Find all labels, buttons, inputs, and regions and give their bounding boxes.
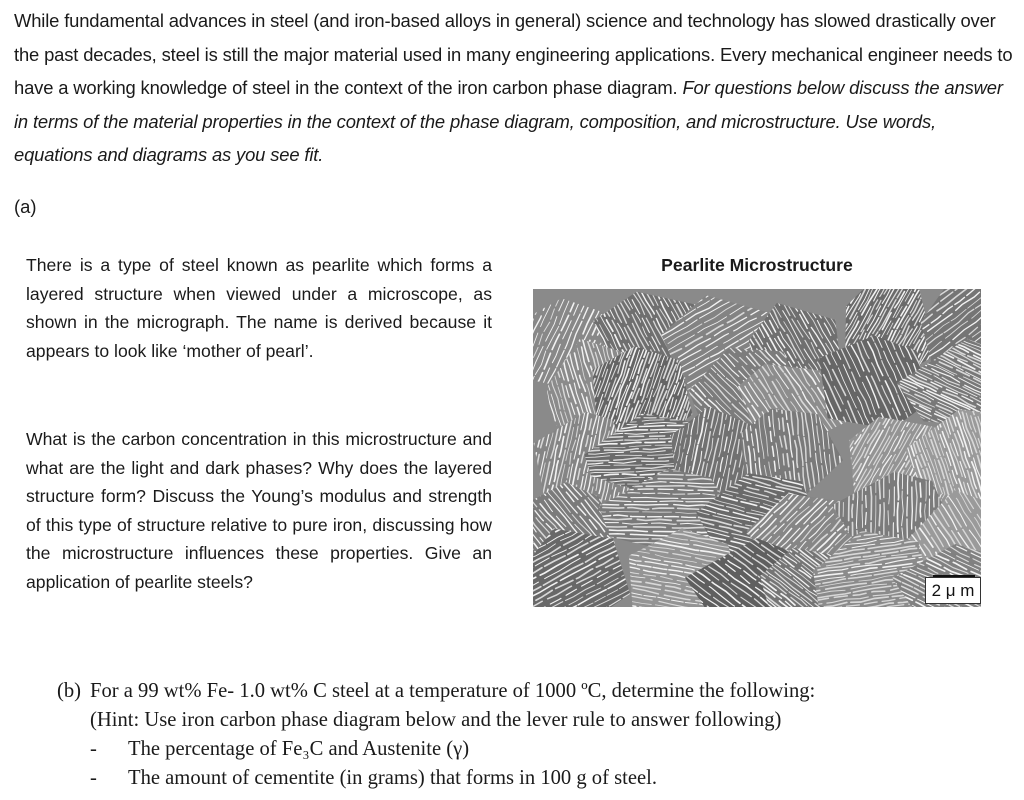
bullet-text: The amount of cementite (in grams) that forms in 100 g of steel. — [128, 767, 658, 789]
part-a-label: (a) — [14, 196, 37, 217]
part-b-line-1 — [57, 677, 1017, 706]
bullet-item — [90, 764, 657, 793]
part-b-bullets — [90, 735, 657, 793]
intro-paragraph — [14, 4, 1014, 172]
part-a-paragraph-2: What is the carbon concentration in this microstructure and what are the light and dark phases? Why does the layered structure form? Discuss the Young’s modulus and strength of this type of structure relative to pure iron, discussing how the microstructure influences these properties. Give an application of pearlite steels? — [26, 429, 492, 592]
pearlite-micrograph — [533, 289, 981, 607]
part-a-paragraph-1: There is a type of steel known as pearlite which forms a layered structure when viewed under a microscope, as shown in the micrograph. The name is derived because it appears to look like ‘mother of pearl’. — [26, 255, 492, 361]
part-b-hint: (Hint: Use iron carbon phase diagram below and the lever rule to answer following) — [90, 709, 782, 731]
bullet-text: The percentage of Fe₃C and Austenite (γ) — [128, 738, 470, 760]
scale-label: 2 μ m — [925, 577, 981, 604]
micrograph-image — [533, 289, 981, 607]
part-b — [57, 677, 1017, 735]
intro-plain-text: While fundamental advances in steel (and iron-based alloys in general) science and technology has slowed drastically over the past decades, steel is still the major material used in many engineering applications. Every mechanical engineer needs to have a working knowledge of steel in the context of the iron carbon phase diagram. — [14, 10, 1013, 98]
part-b-label: (b) — [57, 680, 82, 702]
figure-title: Pearlite Microstructure — [661, 255, 853, 275]
bullet-item — [90, 735, 657, 764]
bullet-dash: - — [90, 767, 97, 789]
intro-italic-text: For questions below discuss the answer in terms of the material properties in the context of the phase diagram, composition, and microstructure. Use words, equations and diagrams as you see fit. — [14, 77, 1003, 165]
part-b-question: For a 99 wt% Fe- 1.0 wt% C steel at a temperature of 1000 ºC, determine the following: — [90, 680, 816, 702]
bullet-dash: - — [90, 738, 97, 760]
